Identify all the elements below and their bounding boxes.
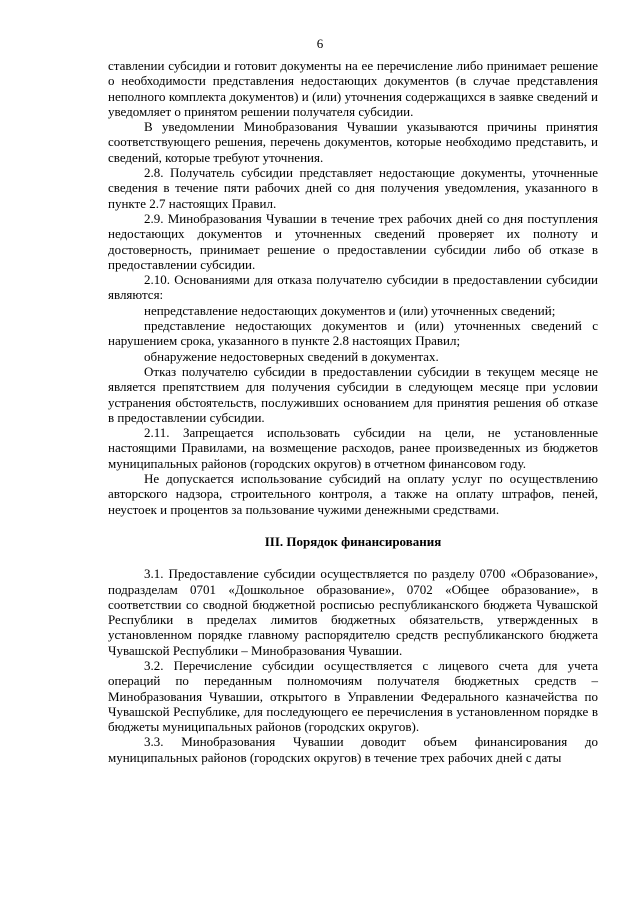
paragraph-refusal: Отказ получателю субсидии в предоставлении субсидии в текущем месяце не является препятствием для получения субсидии в следующем месяце при условии устранения обстоятельств, послуживших основанием для принятия решения об отказе в предоставлении субсидии. [108, 363, 598, 425]
list-item-reason-2: представление недостающих документов и (или) уточненных сведений с нарушением срока, указанного в пункте 2.8 настоящих Правил; [108, 318, 598, 349]
paragraph-notification: В уведомлении Минобразования Чувашии указываются причины принятия соответствующего решения, перечень документов, которые необходимо представить, и сведений, которые требуют уточнения. [108, 119, 598, 165]
paragraph-3-1: 3.1. Предоставление субсидии осуществляется по разделу 0700 «Образование», подразделам 0701 «Дошкольное образование», 0702 «Общее образование», в соответствии со сводной бюджетной росписью республиканского бюджета Чувашской Республики в пределах лимитов бюджетных обязательств, утвержденных в установленном порядке главному распорядителю средств республиканского бюджета Чувашской Республики – Минобразования Чувашии. [108, 566, 598, 658]
paragraph-2-11: 2.11. Запрещается использовать субсидии на цели, не установленные настоящими Правилами, на возмещение расходов, ранее произведенных из бюджетов муниципальных районов (городских округов) в отчетном финансовом году. [108, 425, 598, 471]
paragraph-prohibition: Не допускается использование субсидий на оплату услуг по осуществлению авторского надзора, строительного контроля, а также на оплату штрафов, пеней, неустоек и процентов за пользование чужими денежными средствами. [108, 471, 598, 517]
list-item-reason-1: непредставление недостающих документов и (или) уточненных сведений; [144, 302, 556, 318]
document-body [108, 58, 598, 765]
paragraph-2-9: 2.9. Минобразования Чувашии в течение трех рабочих дней со дня поступления недостающих документов и уточненных сведений проверяет их полноту и достоверность, принимает решение о предоставлении субсидии либо об отказе в предоставлении субсидии. [108, 210, 598, 272]
page-number: 6 [316, 36, 324, 51]
paragraph-3-2: 3.2. Перечисление субсидии осуществляется с лицевого счета для учета операций по переданным полномочиям получателя бюджетных средств – Минобразования Чувашии, открытого в Управлении Федерального казначейства по Чувашской Республике, для последующего ее перечисления в установленном порядке в бюджеты муниципальных районов (городских округов). [108, 657, 598, 735]
list-item-reason-3: обнаружение недостоверных сведений в документах. [144, 348, 439, 364]
paragraph-2-10: 2.10. Основаниями для отказа получателю субсидии в предоставлении субсидии являются: [108, 272, 598, 303]
paragraph-2-8: 2.8. Получатель субсидии представляет недостающие документы, уточненные сведения в течение пяти рабочих дней со дня получения уведомления, указанного в пункте 2.7 настоящих Правил. [108, 165, 598, 211]
section-heading: III. Порядок финансирования [264, 533, 442, 549]
paragraph-3-3: 3.3. Минобразования Чувашии доводит объем финансирования до муниципальных районов (городских округов) в течение трех рабочих дней с даты [108, 734, 598, 765]
paragraph-continuation: ставлении субсидии и готовит документы на ее перечисление либо принимает решение о необходимости представления недостающих документов (в случае представления неполного комплекта документов) и (или) уточнения содержащихся в заявке сведений и уведомляет о принятом решении получателя субсидии. [108, 58, 598, 119]
